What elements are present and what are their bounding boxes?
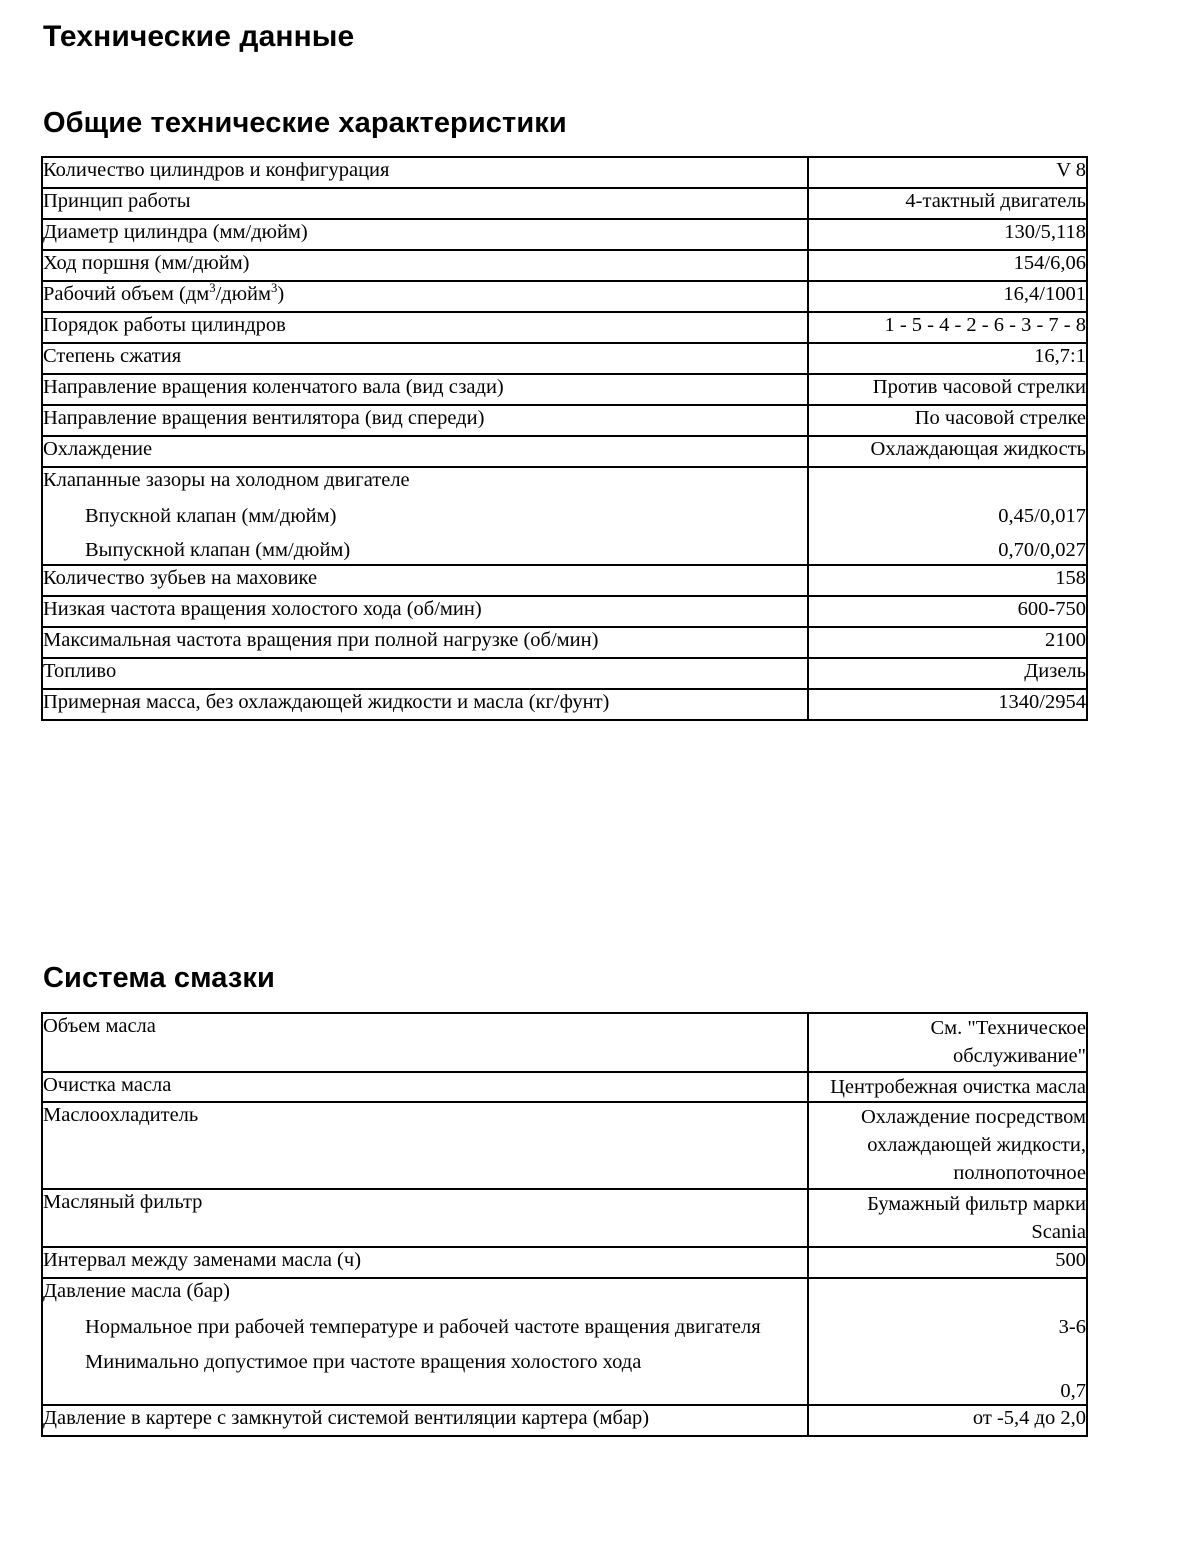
spec-value-cell xyxy=(808,188,1087,219)
spec-label: Диаметр цилиндра (мм/дюйм) xyxy=(43,221,308,243)
spec-label-cell xyxy=(42,658,808,689)
spec-value-cell xyxy=(808,658,1087,689)
spec-label: Масляный фильтр xyxy=(43,1190,203,1213)
spec-label-cell xyxy=(42,1102,808,1189)
spec-label: Рабочий объем $(дм^3/дюйм^3)$ xyxy=(43,281,285,305)
spec-value: от -5,4 до 2,0 xyxy=(972,1407,1086,1430)
spec-label: Количество зубьев на маховике xyxy=(43,566,318,589)
spec-value: 158 xyxy=(1055,566,1086,589)
spec-value: Охлаждение посредством охлаждающей жидкости, полнопоточное xyxy=(860,1105,1086,1185)
spec-value: 4-тактный двигатель xyxy=(905,190,1086,212)
spec-label-cell xyxy=(42,689,808,720)
table-row xyxy=(42,1405,1087,1436)
spec-label-cell xyxy=(42,467,808,565)
spec-group-label: Давление масла (бар) xyxy=(43,1280,230,1303)
spec-value-cell xyxy=(808,219,1087,250)
spec-label: Охлаждение xyxy=(43,438,153,460)
spec-label: Направление вращения вентилятора (вид спереди) xyxy=(43,407,485,429)
spec-label: Порядок работы цилиндров xyxy=(43,314,286,336)
spec-value-cell xyxy=(808,1405,1087,1436)
section-heading-general-specifications: Общие технические характеристики xyxy=(43,107,567,140)
spec-label: Степень сжатия xyxy=(43,345,182,367)
spec-value-cell xyxy=(808,312,1087,343)
spec-label-cell xyxy=(42,627,808,658)
spec-group-label: Клапанные зазоры на холодном двигателе xyxy=(43,469,410,491)
lubrication-system-table xyxy=(41,1012,1088,1437)
spec-label-cell xyxy=(42,596,808,627)
table-row xyxy=(42,1013,1087,1072)
spec-value: 1340/2954 xyxy=(998,690,1086,713)
spec-label: Принцип работы xyxy=(43,190,191,212)
spec-value-cell xyxy=(808,1013,1087,1072)
spec-label-cell xyxy=(42,219,808,250)
spec-label-cell xyxy=(42,436,808,467)
spec-label-cell xyxy=(42,1278,808,1405)
table-row xyxy=(42,689,1087,720)
general-specifications-table xyxy=(41,156,1088,721)
spec-subvalue: 3-6 xyxy=(1058,1315,1086,1338)
table-row-group-valve-clearances xyxy=(42,467,1087,565)
spec-sublabel: Минимально допустимое при частоте вращения холостого хода xyxy=(85,1350,642,1373)
spec-label: Очистка масла xyxy=(43,1073,172,1096)
spec-label-cell xyxy=(42,250,808,281)
spec-label: Топливо xyxy=(43,659,117,682)
spec-value-cell xyxy=(808,1278,1087,1405)
spec-label: Маслоохладитель xyxy=(43,1103,199,1126)
spec-label-cell xyxy=(42,374,808,405)
table-row xyxy=(42,436,1087,467)
spec-label: Ход поршня (мм/дюйм) xyxy=(43,252,250,274)
spec-label-cell xyxy=(42,343,808,374)
spec-label-cell xyxy=(42,312,808,343)
spec-value: Дизель xyxy=(1024,659,1086,682)
spec-value-cell xyxy=(808,374,1087,405)
spec-value-cell xyxy=(808,250,1087,281)
table-row xyxy=(42,1247,1087,1278)
table-row xyxy=(42,658,1087,689)
table-row xyxy=(42,188,1087,219)
table-row xyxy=(42,627,1087,658)
table-row xyxy=(42,565,1087,596)
spec-label-cell xyxy=(42,1189,808,1248)
table-row xyxy=(42,1072,1087,1102)
spec-value: Против часовой стрелки xyxy=(872,376,1086,398)
spec-value-cell xyxy=(808,1072,1087,1102)
spec-value-cell xyxy=(808,405,1087,436)
table-row xyxy=(42,157,1087,188)
table-row xyxy=(42,312,1087,343)
spec-label: Направление вращения коленчатого вала (вид сзади) xyxy=(43,376,504,398)
table-row-group-oil-pressure xyxy=(42,1278,1087,1405)
spec-value-cell xyxy=(808,467,1087,565)
table-row xyxy=(42,596,1087,627)
spec-label-cell xyxy=(42,1247,808,1278)
spec-sublabel: Выпускной клапан (мм/дюйм) xyxy=(85,539,351,562)
spec-value: Бумажный фильтр марки Scania xyxy=(867,1192,1086,1243)
spec-label-cell xyxy=(42,1072,808,1102)
spec-value: 500 xyxy=(1055,1249,1086,1272)
spec-subvalue: 0,45/0,017 xyxy=(998,504,1086,527)
spec-sublabel: Нормальное при рабочей температуре и рабочей частоте вращения двигателя xyxy=(85,1315,761,1338)
table-row xyxy=(42,374,1087,405)
spec-label: Максимальная частота вращения при полной нагрузке (об/мин) xyxy=(43,628,599,651)
table-row xyxy=(42,1102,1087,1189)
spec-value-cell xyxy=(808,689,1087,720)
spec-value: V 8 xyxy=(1056,159,1086,181)
spec-value: 16,7:1 xyxy=(1034,345,1086,367)
spec-label-cell xyxy=(42,1405,808,1436)
spec-sublabel: Впускной клапан (мм/дюйм) xyxy=(85,504,337,527)
spec-label-cell xyxy=(42,405,808,436)
spec-label: Примерная масса, без охлаждающей жидкости и масла (кг/фунт) xyxy=(43,690,610,713)
spec-value-cell xyxy=(808,627,1087,658)
spec-value-cell xyxy=(808,1247,1087,1278)
spec-value-cell xyxy=(808,1102,1087,1189)
table-row xyxy=(42,1189,1087,1248)
table-row xyxy=(42,250,1087,281)
spec-label-cell xyxy=(42,157,808,188)
spec-value: 16,4/1001 xyxy=(1003,283,1086,305)
spec-value-cell xyxy=(808,1189,1087,1248)
spec-value-cell xyxy=(808,281,1087,312)
spec-value: Охлаждающая жидкость xyxy=(870,438,1086,460)
spec-value: См. "Техническое обслуживание" xyxy=(930,1017,1086,1068)
table-row xyxy=(42,405,1087,436)
table-row xyxy=(42,281,1087,312)
spec-value: 600-750 xyxy=(1017,597,1086,620)
spec-value: 1 - 5 - 4 - 2 - 6 - 3 - 7 - 8 xyxy=(884,314,1086,336)
spec-subvalue: 0,7 xyxy=(1060,1379,1086,1402)
spec-value: 2100 xyxy=(1045,628,1086,651)
spec-value: 130/5,118 xyxy=(1004,221,1086,243)
spec-label: Интервал между заменами масла (ч) xyxy=(43,1249,362,1272)
spec-label: Объем масла xyxy=(43,1015,156,1037)
spec-value: Центробежная очистка масла xyxy=(830,1075,1086,1098)
spec-value: 154/6,06 xyxy=(1013,252,1086,274)
spec-value-cell xyxy=(808,596,1087,627)
page-title: Технические данные xyxy=(43,20,355,54)
spec-value-cell xyxy=(808,565,1087,596)
spec-subvalue: 0,70/0,027 xyxy=(998,539,1086,562)
spec-value-cell xyxy=(808,436,1087,467)
section-heading-lubrication-system: Система смазки xyxy=(43,962,275,995)
table-row xyxy=(42,343,1087,374)
spec-label-cell xyxy=(42,1013,808,1072)
spec-label: Низкая частота вращения холостого хода (об/мин) xyxy=(43,597,482,620)
spec-label-cell xyxy=(42,565,808,596)
spec-value-cell xyxy=(808,343,1087,374)
spec-value: По часовой стрелке xyxy=(914,407,1086,429)
spec-label: Давление в картере с замкнутой системой вентиляции картера (мбар) xyxy=(43,1407,650,1430)
spec-label-cell xyxy=(42,281,808,312)
spec-label: Количество цилиндров и конфигурация xyxy=(43,159,390,181)
table-row xyxy=(42,219,1087,250)
spec-label-cell xyxy=(42,188,808,219)
spec-value-cell xyxy=(808,157,1087,188)
